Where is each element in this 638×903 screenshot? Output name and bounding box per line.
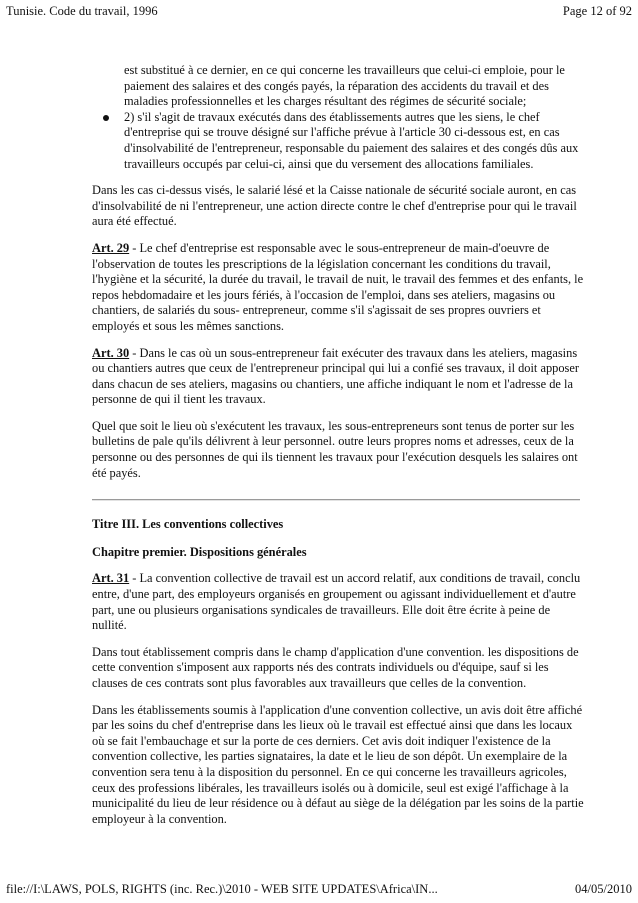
paragraph-pay-slips: Quel que soit le lieu où s'exécutent les travaux, les sous-entrepreneurs sont tenus de porter sur les bulletins de pale qu'ils délivrent à leur personnel. outre leurs propres noms et adresses, ceux de la personne ou des personnes de qui ils tiennent les travaux pour l'exécution desquels les salaires ont été payés. — [92, 418, 578, 480]
title-heading: Titre III. Les conventions collectives — [92, 517, 284, 532]
article-31 — [92, 571, 584, 633]
document-title: Tunisie. Code du travail, 1996 — [6, 4, 158, 18]
paragraph-notice: Dans les établissements soumis à l'application d'une convention collective, un avis doit être affiché par les soins du chef d'entreprise dans les lieux où le travail est effectué ainsi que dans les locaux où se fait l'embauchage et sur la porte de ces derniers. Cet avis doit indiquer l'existence de la convention collective, les parties signataires, la date et le lieu de son dépôt. Un exemplaire de la convention sera tenu à la disposition du personnel. En ce qui concerne les travailleurs agricoles, ceux des professions libérales, les travailleurs isolés ou à domicile, seul est exigé l'affichage à la municipalité du lieu de leur résidence ou à défaut au siège de la délégation par les soins de la partie employeur à la convention. — [92, 702, 584, 826]
page-header — [6, 3, 632, 19]
article-31-label: Art. 31 — [92, 571, 130, 586]
article-29-label: Art. 29 — [92, 240, 130, 255]
section-divider — [92, 499, 580, 501]
paragraph-scope: Dans tout établissement compris dans le champ d'application d'une convention. les dispositions de cette convention s'imposent aux rapports nés des contrats individuels ou d'équipe, sauf si les clauses de ces contrats sont plus favorables aux travailleurs que celles de la convention. — [92, 644, 579, 690]
document-body — [92, 63, 584, 838]
page-footer — [6, 881, 632, 897]
bullet-continuation: est substitué à ce dernier, en ce qui concerne les travailleurs que celui-ci emploie, pour le paiement des salaires et des congés payés, la réparation des accidents du travail et des maladies professionnelles et les charges résultant des régimes de sécurité sociale; — [124, 63, 565, 109]
bullet-item-text: 2) s'il s'agit de travaux exécutés dans des établissements autres que les siens, le chef d'entreprise qui se trouve désigné sur l'affiche prévue à l'article 30 ci-dessous est, en cas d'insolvabilité de l'entrepreneur, responsable du paiement des salaires et des congés dûs aux travailleurs occupés par celui-ci, ainsi que du versement des allocations familiales. — [124, 109, 579, 171]
page-number: Page 12 of 92 — [562, 4, 632, 18]
file-path: file://I:\LAWS, POLS, RIGHTS (inc. Rec.)\2010 - WEB SITE UPDATES\Africa\IN... — [6, 882, 438, 896]
article-30-label: Art. 30 — [92, 345, 130, 360]
bullet-list — [124, 63, 584, 172]
print-date: 04/05/2010 — [575, 882, 632, 896]
bullet-item-2 — [124, 110, 584, 172]
chapter-heading: Chapitre premier. Dispositions générales — [92, 544, 307, 559]
article-30-text: - Dans le cas où un sous-entrepreneur fait exécuter des travaux dans les ateliers, magasins ou chantiers autres que ceux de l'entrepreneur principal qui lui a confié ses travaux, il doit apposer dans chacun de ses ateliers, magasins ou chantiers, une affiche indiquant le nom et l'adresse de la personne de qui il tient les travaux. — [92, 345, 580, 407]
article-30 — [92, 346, 584, 408]
bullet-dot-icon — [103, 115, 109, 121]
article-29 — [92, 241, 584, 335]
article-29-text: - Le chef d'entreprise est responsable avec le sous-entrepreneur de main-d'oeuvre de l'observation de toutes les prescriptions de la législation concernant les conditions du travail, l'hygiène et la sécurité, la durée du travail, le travail de nuit, le travail des femmes et des enfants, le repos hebdomadaire et les jours fériés, à l'occasion de l'emploi, dans ses ateliers, magasins ou chantiers, de salariés du sous- entrepreneur, comme s'il s'agissait de ses propres ouvriers et employés et sous les mêmes sanctions. — [92, 240, 584, 333]
article-31-text: - La convention collective de travail est un accord relatif, aux conditions de travail, conclu entre, d'une part, des employeurs organisés en groupement ou agissant individuellement et d'autre part, une ou plusieurs organisations syndicales de travailleurs. Elle doit être écrite à peine de nullité. — [92, 571, 581, 633]
paragraph-recourse: Dans les cas ci-dessus visés, le salarié lésé et la Caisse nationale de sécurité sociale auront, en cas d'insolvabilité de ni l'entrepreneur, une action directe contre le chef d'entreprise pour qui le travail aura été effectué. — [92, 183, 577, 229]
